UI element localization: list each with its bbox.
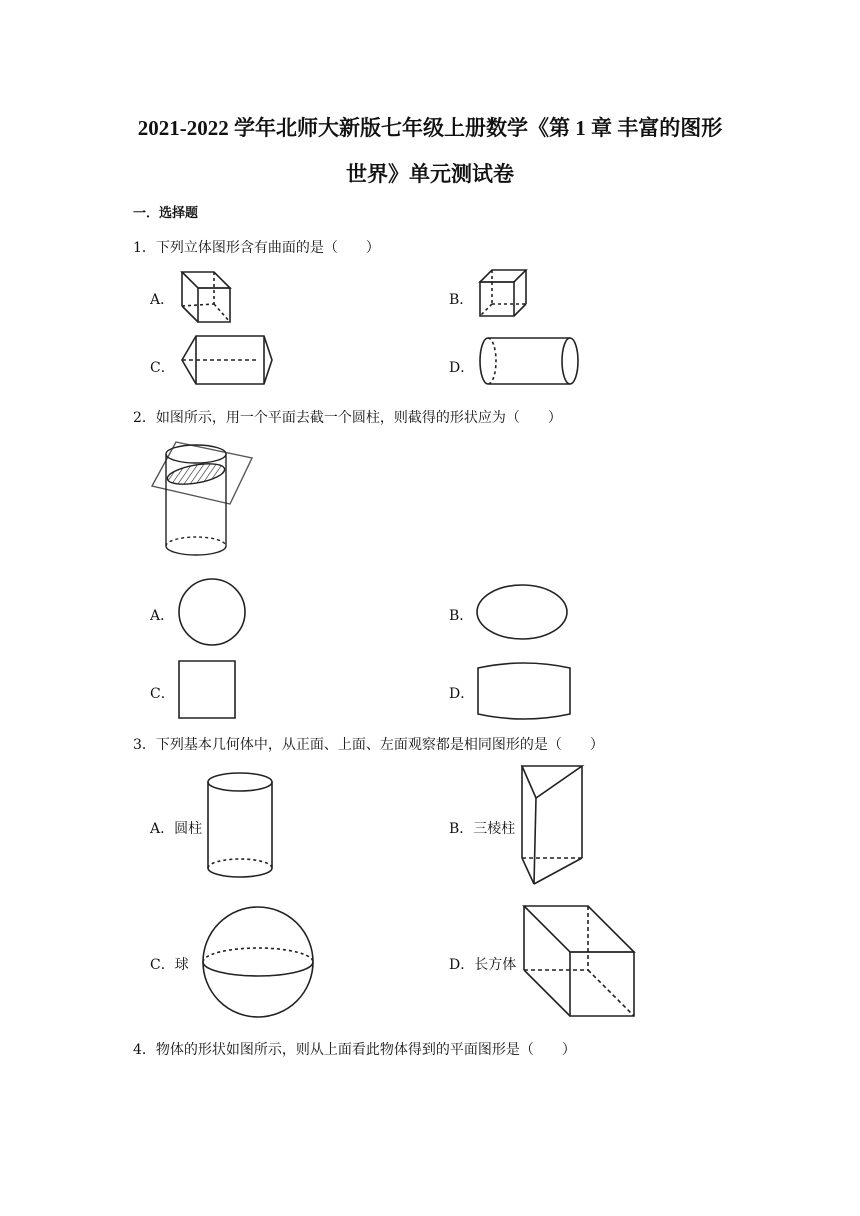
- q2-option-a-label: A．: [150, 608, 175, 624]
- question-1-stem: 1．下列立体图形含有曲面的是（ ）: [133, 240, 380, 256]
- q2-option-a-circle-figure: [178, 578, 248, 648]
- q2-option-b-label: B．: [449, 608, 474, 624]
- section-heading: 一．选择题: [133, 206, 199, 221]
- q1-option-a-label: A．: [150, 292, 175, 308]
- q3-option-a-label: A．圆柱: [150, 821, 203, 837]
- q3-option-c-sphere-figure: [190, 906, 328, 1018]
- q1-option-b-cube-figure: [478, 268, 530, 320]
- q1-option-c-triangular-prism-figure: [178, 334, 274, 388]
- q2-option-d-label: D．: [449, 686, 475, 702]
- question-2-stem: 2．如图所示，用一个平面去截一个圆柱，则截得的形状应为（ ）: [133, 410, 562, 426]
- q1-option-a-cube-figure: [178, 268, 234, 326]
- question-4-stem: 4．物体的形状如图所示，则从上面看此物体得到的平面图形是（ ）: [133, 1042, 576, 1058]
- q1-option-d-cylinder-figure: [478, 336, 580, 386]
- q3-option-a-cylinder-figure: [205, 772, 275, 882]
- q2-cylinder-cut-by-plane-figure: [150, 436, 252, 558]
- q1-option-d-label: D．: [449, 360, 475, 376]
- q1-option-c-label: C．: [150, 360, 175, 376]
- q2-option-c-square-figure: [178, 660, 236, 720]
- q3-option-b-triangular-prism-figure: [518, 764, 584, 886]
- page-title: 2021-2022 学年北师大新版七年级上册数学《第 1 章 丰富的图形: [137, 116, 723, 140]
- page-title-line2: 世界》单元测试卷: [346, 162, 514, 186]
- q2-option-c-label: C．: [150, 686, 175, 702]
- question-3-stem: 3．下列基本几何体中，从正面、上面、左面观察都是相同图形的是（ ）: [133, 737, 604, 753]
- q2-option-b-ellipse-figure: [476, 584, 568, 640]
- q3-option-b-label: B．三棱柱: [449, 821, 516, 837]
- q1-option-b-label: B．: [449, 292, 474, 308]
- q2-option-d-barrel-shape-figure: [476, 660, 572, 722]
- q3-option-d-label: D．长方体: [449, 957, 517, 973]
- q3-option-c-label: C．球: [150, 957, 189, 973]
- q3-option-d-cuboid-figure: [520, 904, 636, 1020]
